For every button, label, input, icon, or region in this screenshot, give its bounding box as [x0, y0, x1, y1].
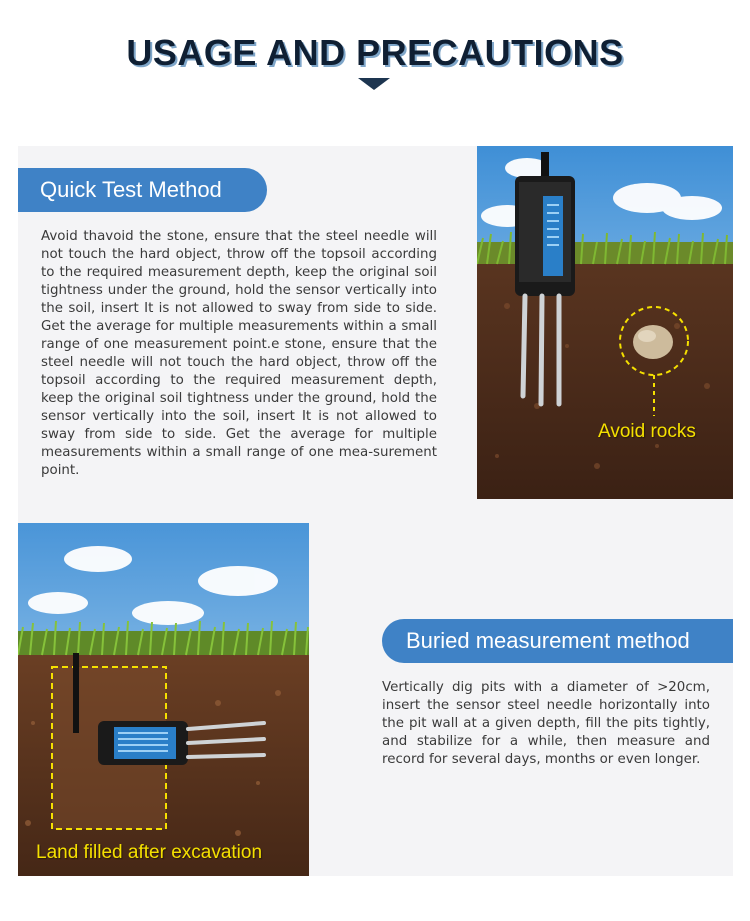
- quick-test-description: Avoid thavoid the stone, ensure that the steel needle will not touch the hard object, throw off the topsoil according to the required measurement depth, keep the original soil tightness under the ground, hold the sensor vertically into the soil, insert It is not allowed to sway from side to side. Get the average for multiple measurements within a small range of one measurement point.e stone, ensure that the steel needle will not touch the hard object, throw off the topsoil according to the required measurement depth, keep the original soil tightness under the ground, hold the sensor vertically into the soil, insert It is not allowed to sway from side to side. Get the average for multiple measurements within a small range of one mea-surement point.: [41, 229, 437, 478]
- chevron-down-icon: [358, 78, 390, 90]
- buried-method-description: Vertically dig pits with a diameter of >20cm, insert the sensor steel needle horizontally into the pit wall at a given depth, fill the pits tightly, and stabilize for a while, then measure and record for several days, months or even longer.: [382, 680, 710, 767]
- buried-sensor-photo: [18, 523, 309, 876]
- buried-method-heading: Buried measurement method: [382, 619, 733, 663]
- quick-test-heading: Quick Test Method: [18, 168, 267, 212]
- sensor-in-soil-photo: [477, 146, 733, 499]
- avoid-rocks-label: Avoid rocks: [598, 421, 696, 442]
- land-filled-label: Land filled after excavation: [36, 842, 263, 863]
- page-title: USAGE AND PRECAUTIONS: [126, 32, 624, 73]
